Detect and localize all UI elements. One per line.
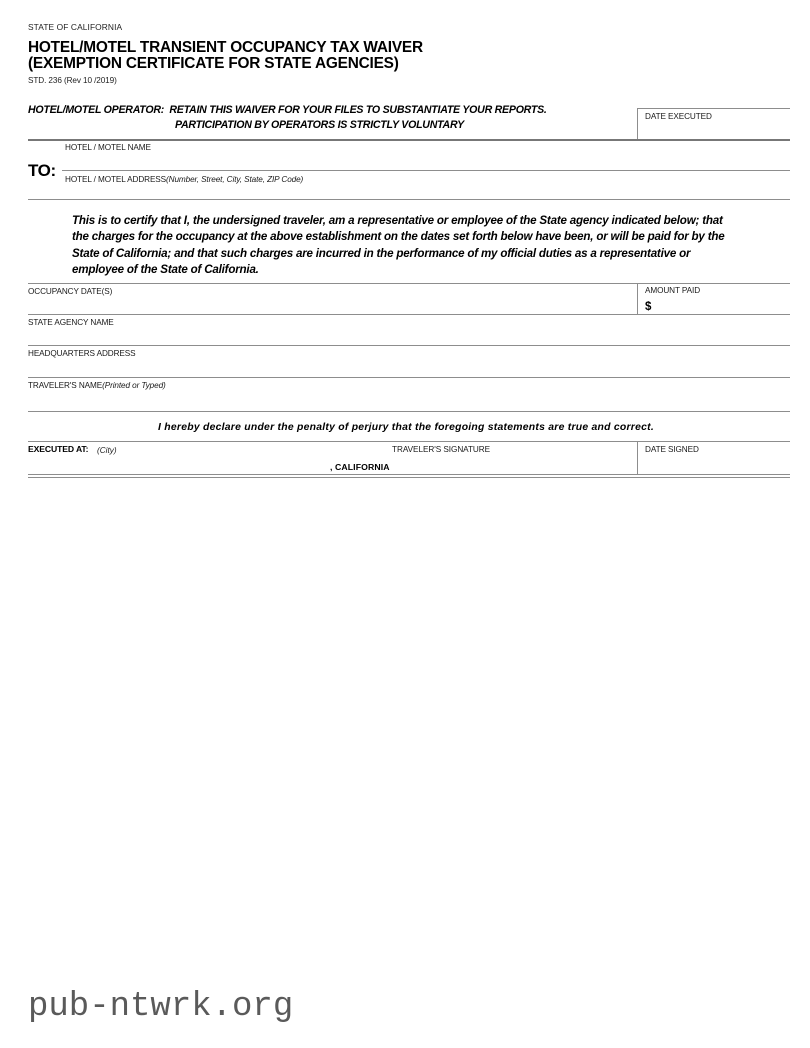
hotel-motel-address-hint: (Number, Street, City, State, ZIP Code) [166,175,304,184]
date-executed-left-divider [637,108,638,141]
travelers-name-label-text: TRAVELER'S NAME [28,381,103,390]
date-executed-label: DATE EXECUTED [645,112,712,121]
form-number: STD. 236 (Rev 10 /2019) [28,76,117,85]
form-title-line-2: (EXEMPTION CERTIFICATE FOR STATE AGENCIES) [28,55,399,72]
executed-at-label: EXECUTED AT: [28,444,89,454]
site-watermark: pub-ntwrk.org [28,988,294,1026]
state-of-california-heading: STATE OF CALIFORNIA [28,22,123,32]
hotel-motel-name-label: HOTEL / MOTEL NAME [65,143,151,152]
operator-notice-line-1: HOTEL/MOTEL OPERATOR: RETAIN THIS WAIVER FOR YOUR FILES TO SUBSTANTIATE YOUR REPORTS. [28,104,547,116]
amount-paid-currency-symbol: $ [645,301,652,313]
executed-at-state-suffix: , CALIFORNIA [330,462,390,472]
travelers-name-bottom-rule [28,411,790,412]
travelers-signature-label: TRAVELER'S SIGNATURE [392,445,491,454]
form-bottom-rule-1 [28,474,790,475]
travelers-name-hint: (Printed or Typed) [102,381,166,390]
operator-notice-line-2: PARTICIPATION BY OPERATORS IS STRICTLY VOLUNTARY [175,119,464,131]
form-title-line-1: HOTEL/MOTEL TRANSIENT OCCUPANCY TAX WAIVER [28,39,423,56]
hotel-motel-address-label-text: HOTEL / MOTEL ADDRESS [65,175,167,184]
executed-at-city-hint: (City) [97,446,117,455]
state-agency-name-label: STATE AGENCY NAME [28,318,114,327]
date-signed-left-divider [637,441,638,475]
amount-paid-label: AMOUNT PAID [645,286,701,295]
date-signed-label: DATE SIGNED [645,445,699,454]
signature-row-top-rule [28,441,790,442]
occupancy-dates-top-rule [28,283,790,284]
date-executed-top-rule [637,108,790,109]
travelers-name-label [28,381,166,390]
occupancy-dates-label: OCCUPANCY DATE(S) [28,287,113,296]
operator-notice-bottom-rule [28,139,790,141]
hotel-motel-address-label [65,175,303,184]
headquarters-address-label: HEADQUARTERS ADDRESS [28,349,136,358]
certification-paragraph: This is to certify that I, the undersigned traveler, am a representative or employee of the State agency indicated below; that the charges for the occupancy at the above establishment on the dates set forth below have been, or will be paid for by the State of California; and that such charges are incurred in the performance of my official duties as a representative or employee of the State of California. [72,214,725,277]
to-block-bottom-rule [28,199,790,200]
hotel-motel-name-rule [62,170,790,171]
amount-paid-left-divider [637,283,638,315]
travelers-name-top-rule [28,377,790,378]
state-agency-name-top-rule [28,314,790,315]
to-label: TO: [28,161,56,180]
form-bottom-rule-2 [28,477,790,478]
headquarters-address-top-rule [28,345,790,346]
perjury-declaration: I hereby declare under the penalty of perjury that the foregoing statements are true and correct. [158,422,654,433]
